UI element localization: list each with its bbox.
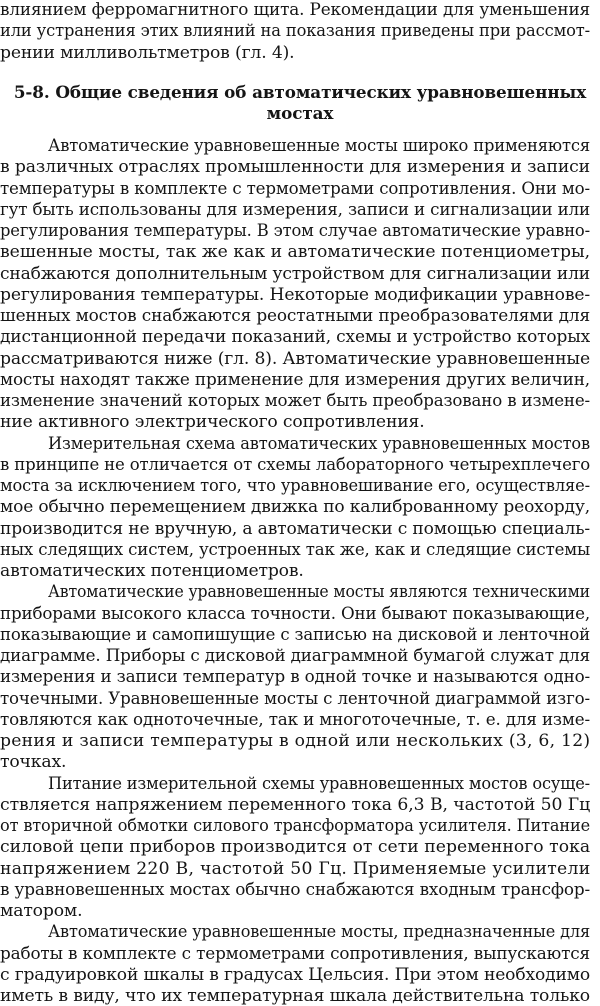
p1-line-10: дистанционной передачи показаний, схемы и устройство которых	[0, 327, 590, 348]
p3-line-1: Автоматические уравновешенные мосты являются техническими	[48, 582, 590, 603]
p1-line-8: регулирования температуры. Некоторые модификации уравнове-	[0, 284, 590, 305]
p1-line-2: в различных отраслях промышленности для измерения и записи	[0, 157, 591, 178]
p3-line-9: точках.	[0, 752, 67, 773]
p3-line-4: диаграмме. Приборы с дисковой диаграммной бумагой служат для	[0, 646, 590, 666]
p4-line-1: Питание измерительной схемы уравновешенных мостов осуще-	[48, 773, 590, 794]
top-line-3: рении милливольтметров (гл. 4).	[0, 42, 295, 63]
p3-line-5: измерения и записи температур в одной точке и называются одно-	[0, 667, 590, 688]
p3-line-2: приборами высокого класса точности. Они бывают показывающие,	[0, 603, 590, 624]
p2-line-6: ных следящих систем, устроенных так же, как и следящие системы	[0, 539, 590, 560]
p1-line-14: ние активного электрического сопротивления.	[0, 412, 425, 433]
p4-line-2: ствляется напряжением переменного тока 6,3 В, частотой 50 Гц	[0, 794, 591, 815]
p1-line-6: вешенные мосты, так же как и автоматические потенциометры,	[0, 242, 591, 263]
p3-line-6: точечными. Уравновешенные мосты с ленточной диаграммой изго-	[0, 688, 590, 709]
p1-line-12: мосты находят также применение для измерения других величин,	[0, 369, 590, 390]
top-line-2: или устранения этих влияний на показания приведены при рассмот-	[0, 21, 590, 42]
p4-line-5: напряжением 220 В, частотой 50 Гц. Применяемые усилители	[0, 858, 591, 879]
p2-line-2: в принципе не отличается от схемы лабораторного четырехплечего	[0, 454, 590, 475]
top-line-1: влиянием ферромагнитного щита. Рекомендации для уменьшения	[0, 0, 590, 20]
p2-line-1: Измерительная схема автоматических уравновешенных мостов	[48, 433, 590, 454]
p1-line-11: рассматриваются ниже (гл. 8). Автоматические уравновешенные	[0, 348, 590, 369]
p2-line-5: производится не вручную, а автоматически с помощью специаль-	[0, 518, 590, 539]
p2-line-3: моста за исключением того, что уравновешивание его, осуществляе-	[0, 476, 590, 496]
p3-line-3: показывающие и самопишущие с записью на дисковой и ленточной	[0, 624, 590, 645]
section-heading-line-2: мостах	[266, 103, 334, 124]
p5-line-4: иметь в виду, что их температурная шкала действительна только	[0, 986, 590, 1006]
section-heading-line-1: 5-8. Общие сведения об автоматических уравновешенных	[13, 82, 587, 102]
p2-line-4: мое обычно перемещением движка по калиброванному реохорду,	[0, 497, 590, 518]
p1-line-4: гут быть использованы для измерения, записи и сигнализации или	[0, 199, 590, 220]
p3-line-8: рения и записи температуры в одной или нескольких (3, 6, 12)	[0, 731, 591, 751]
p3-line-7: товляются как одноточечные, так и многоточечные, т. е. для изме-	[0, 709, 590, 730]
p1-line-7: снабжаются дополнительным устройством для сигнализации или	[0, 263, 590, 284]
p2-line-7: автоматических потенциометров.	[0, 561, 304, 581]
p5-line-3: с градуировкой шкалы в градусах Цельсия. При этом необходимо	[0, 964, 590, 985]
p4-line-4: силовой цепи приборов производится от сети переменного тока	[0, 837, 591, 858]
p4-line-3: от вторичной обмотки силового трансформатора усилителя. Питание	[0, 816, 590, 836]
p5-line-2: работы в комплекте с термометрами сопротивления, выпускаются	[0, 943, 590, 964]
p4-line-6: в уравновешенных мостах обычно снабжаются входным трансфор-	[0, 879, 590, 900]
p1-line-3: температуры в комплекте с термометрами сопротивления. Они мо-	[0, 178, 590, 199]
p1-line-1: Автоматические уравновешенные мосты широко применяются	[48, 136, 590, 156]
p5-line-1: Автоматические уравновешенные мосты, предназначенные для	[48, 922, 590, 943]
p4-line-7: матором.	[0, 901, 83, 921]
p1-line-5: регулирования температуры. В этом случае автоматические уравно-	[0, 221, 590, 241]
p1-line-13: изменение значений которых может быть преобразовано в измене-	[0, 391, 590, 411]
p1-line-9: шенных мостов снабжаются реостатными преобразователями для	[0, 306, 590, 326]
